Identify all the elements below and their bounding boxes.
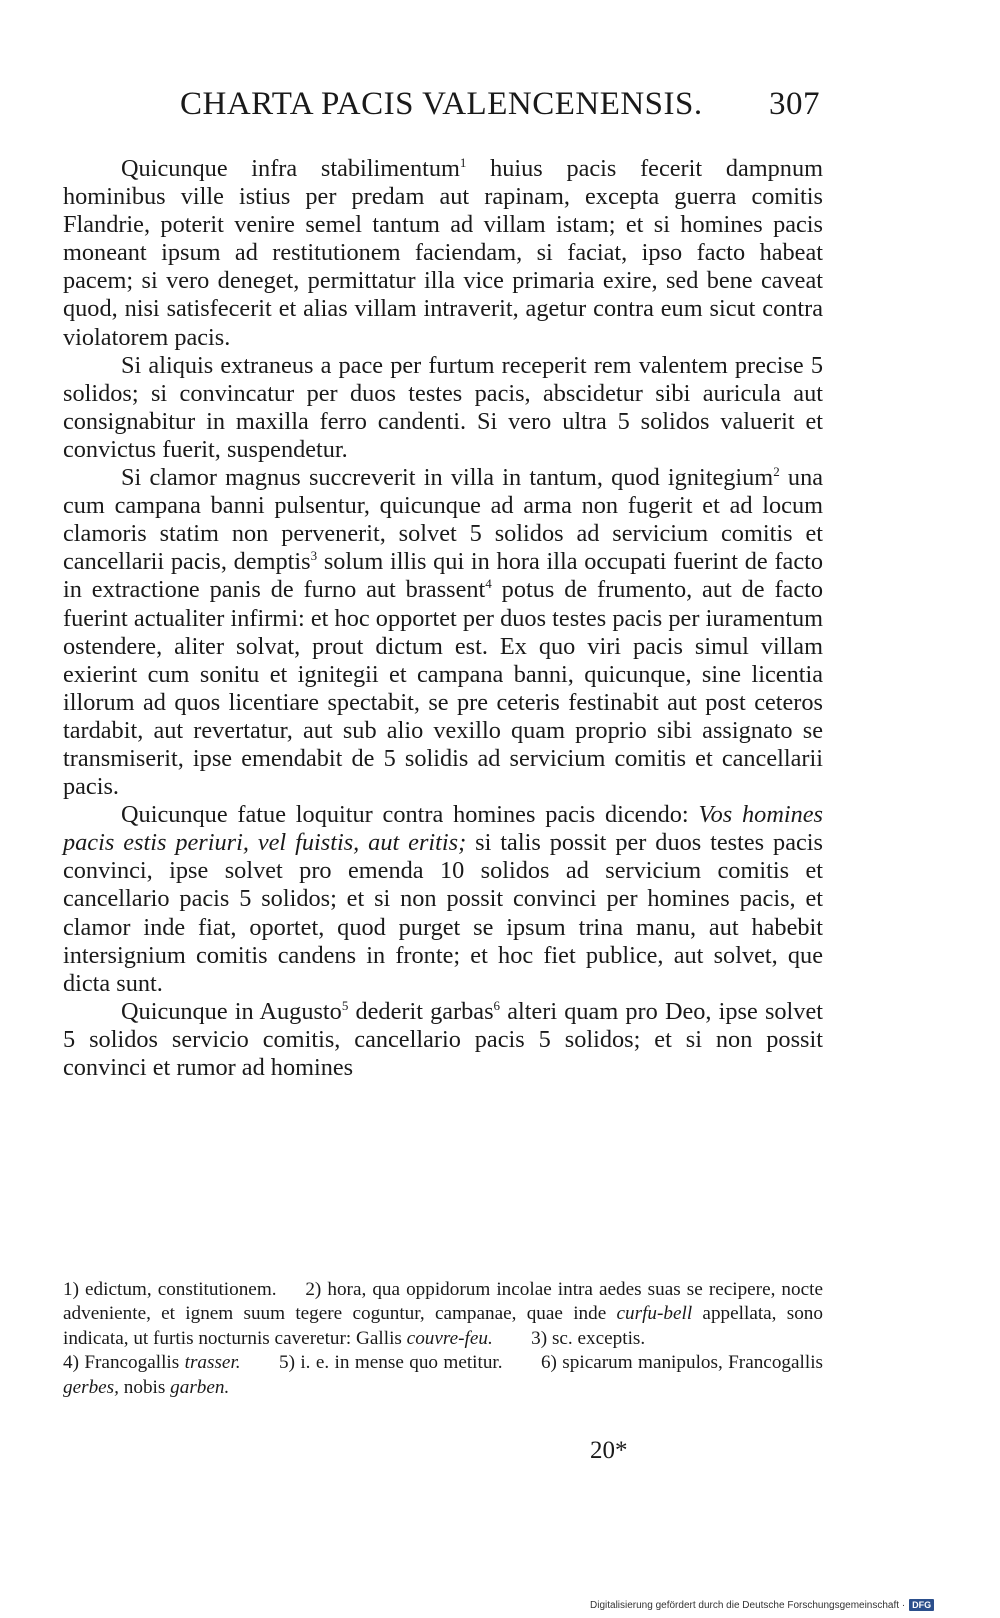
footnote-4: 4) Francogallis trasser. — [63, 1352, 241, 1374]
dfg-logo-icon: DFG — [909, 1599, 934, 1611]
running-header — [180, 86, 820, 136]
footnotes — [63, 1278, 823, 1400]
footnote-1: 1) edictum, constitutionem. — [63, 1279, 277, 1300]
footnotes-block-1 — [63, 1278, 823, 1351]
footnote-ref-2: 2 — [773, 464, 780, 480]
running-title: CHARTA PACIS VALENCENENSIS. — [180, 86, 703, 122]
footnote-ref-1: 1 — [459, 155, 467, 170]
signature-mark: 20* — [590, 1437, 628, 1464]
digitization-footer — [590, 1596, 934, 1614]
footnote-ref-6: 6 — [493, 997, 501, 1013]
footnote-ref-4: 4 — [485, 576, 492, 592]
paragraph-3: Si clamor magnus succreverit in villa in tantum, quod ignitegium$^2$ una cum campana banni pulsentur, quicunque ad arma non fugerit et ad locum clamoris statim non pervenerit, solvet 5 solidos ad servicium comitis et cancellarii pacis, demptis$^3$ solum illis qui in hora illa occupati fuerint de facto in extractione panis de furno aut brassent$^4$ potus de frumento, aut de facto fuerint actualiter infirmi: et hoc opportet per duos testes pacis per iuramentum ostendere, aliter solvat, prout dictum est. Ex quo viri pacis simul villam exierint cum sonitu et ignitegii et campana banni, quicunque, sine licentia illorum ad quos licentiare spectabit, se pre ceteris festinabit aut post ceteros tardabit, aut revertatur, aut sub alio vexillo quam proprio sibi assignato se transmiserit, ipse emendabit de 5 solidis ad servicium comitis et cancellarii pacis. — [63, 464, 824, 801]
funding-note: Digitalisierung gefördert durch die Deutsche Forschungsgemeinschaft · — [590, 1599, 906, 1611]
paragraph-4: Quicunque fatue loquitur contra homines pacis dicendo: Vos homines pacis estis periuri, vel fuistis, aut eritis; si talis possit per duos testes pacis convinci, ipse solvet pro emenda 10 solidos ad servicium comitis et cancellario pacis 5 solidos; et si non possit convinci per homines pacis, et clamor inde fiat, oportet, quod purget se ipsum trina manu, aut habebit intersignium comitis candens in fronte; et hoc fiet publice, aut solvet, que dicta sunt. — [63, 801, 824, 997]
footnotes-block-2 — [63, 1351, 823, 1400]
paragraph-1: Quicunque infra stabilimentum$^1$ huius pacis fecerit dampnum hominibus ville istius per predam aut rapinam, excepta guerra comitis Flandrie, poterit venire semel tantum ad villam istam; et si homines pacis moneant ipsum ad restitutionem faciendam, si faciat, ipso facto habeat pacem; si vero deneget, permittatur illa vice primaria exire, sed bene caveat quod, nisi satisfecerit et alias villam intraverit, agetur contra eum sicut contra violatorem pacis. — [63, 155, 823, 351]
main-text — [63, 155, 823, 1082]
paragraph-2: Si aliquis extraneus a pace per furtum receperit rem valentem precise 5 solidos; si convincatur per duos testes pacis, abscidetur sibi auricula aut consignabitur in maxilla ferro candenti. Si vero ultra 5 solidos valuerit et convictus fuerit, suspendetur. — [63, 351, 823, 463]
footnote-ref-5: 5 — [341, 997, 349, 1013]
footnote-5: 5) i. e. in mense quo metitur. — [278, 1352, 503, 1374]
footnote-6: 6) spicarum manipulos, Francogallis gerbes, nobis garben. — [63, 1352, 823, 1398]
footnote-2: 2) hora, qua oppidorum incolae intra aedes suas se recipere, nocte adveniente, et ignem suum tegere coguntur, campanae, quae inde curfu-bell appellata, sono indicata, ut furtis nocturnis caveretur: Gallis couvre-feu. — [63, 1279, 823, 1349]
footnote-ref-3: 3 — [310, 548, 318, 564]
paragraph-5: Quicunque in Augusto$^5$ dederit garbas$^6$ alteri quam pro Deo, ipse solvet 5 solidos servicio comitis, cancellario pacis 5 solidos; et si non possit convinci et rumor ad homines — [63, 997, 823, 1081]
footnote-3: 3) sc. exceptis. — [531, 1327, 646, 1349]
page-number: 307 — [769, 86, 820, 122]
italic-quote: Vos homines pacis estis periuri, vel fuistis, aut eritis; — [63, 801, 824, 857]
